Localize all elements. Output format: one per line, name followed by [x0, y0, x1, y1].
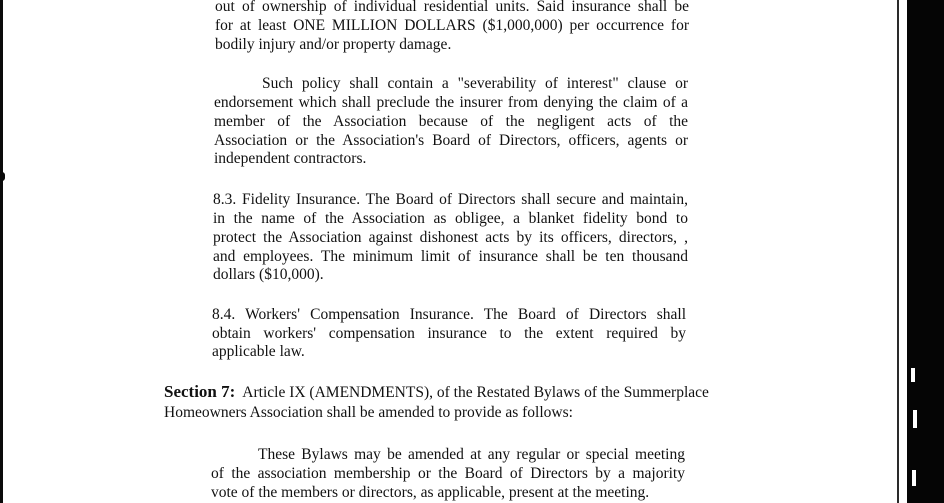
text-line: of the association membership or the Board of Directors by a majority: [211, 465, 685, 482]
text-line: obtain workers' compensation insurance to the extent required by: [212, 325, 686, 342]
text-line: vote of the members or directors, as applicable, present at the meeting.: [211, 484, 650, 501]
text-line: and employees. The minimum limit of insurance shall be ten thousand: [213, 248, 688, 265]
text-line: member of the Association because of the negligent acts of the: [214, 113, 688, 130]
text-line: 8.3. Fidelity Insurance. The Board of Directors shall secure and maintain,: [213, 191, 688, 208]
text-line: 8.4. Workers' Compensation Insurance. The Board of Directors shall: [212, 306, 686, 323]
text-line: protect the Association against dishonest acts by its officers, directors, ,: [213, 229, 688, 246]
text-line: Homeowners Association shall be amended to provide as follows:: [164, 404, 573, 421]
text-line: in the name of the Association as obligee, a blanket fidelity bond to: [213, 210, 688, 227]
text-line: These Bylaws may be amended at any regular or special meeting: [258, 446, 685, 463]
text-line: Association or the Association's Board of Directors, officers, agents or: [214, 132, 688, 149]
text-line: bodily injury and/or property damage.: [215, 36, 452, 53]
text-line: independent contractors.: [214, 150, 367, 167]
text-line: out of ownership of individual residential units. Said insurance shall be: [215, 0, 689, 15]
text-line: endorsement which shall preclude the insurer from denying the claim of a: [214, 94, 688, 111]
text-line: applicable law.: [212, 343, 305, 360]
section-7-heading-text: Article IX (AMENDMENTS), of the Restated Bylaws of the Summerplace: [242, 384, 709, 401]
text-line: for at least ONE MILLION DOLLARS ($1,000,000) per occurrence for: [215, 17, 689, 34]
text-line: dollars ($10,000).: [213, 266, 324, 283]
section-7-heading-line: [164, 383, 724, 402]
section-7-label: Section 7:: [164, 382, 236, 401]
text-line: Such policy shall contain a "severability of interest" clause or: [262, 75, 688, 92]
